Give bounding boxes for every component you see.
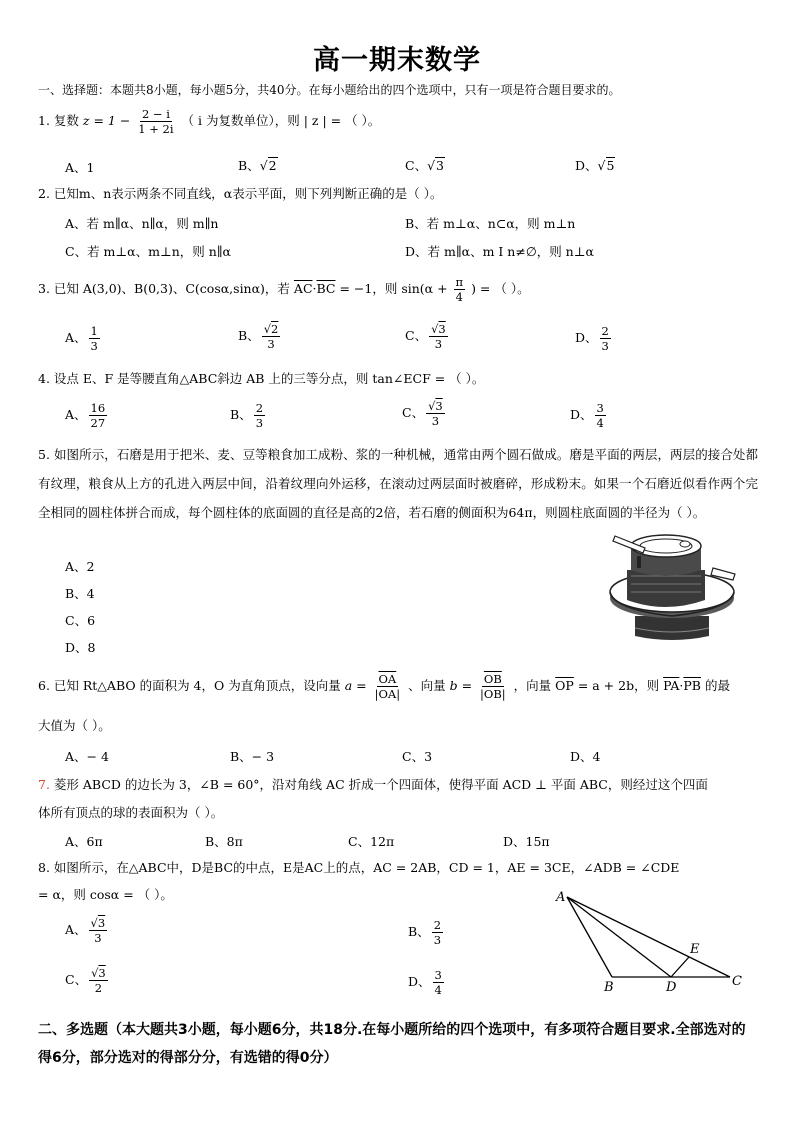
- q3-option-b: B、 $\frac{√2}{3}$: [238, 322, 279, 351]
- q7-option-b: B、8π: [205, 834, 243, 849]
- q5-stem: 5. 如图所示，石磨是用于把米、麦、豆等粮食加工成粉、浆的一种机械，通常由两个圆石做成。磨是平面的两层，两层的接合处都有纹理，粮食从上方的孔进入两层中间，沿着纹理向外运移，在滚动过两层面时被磨碎，形成粉末。如果一个石磨近似看作两个完全相同的圆柱体拼合而成，每个圆柱体的底面圆的直径是高的2倍，若石磨的侧面积为64π，则圆柱底面圆的半径为（ ）。: [38, 447, 758, 520]
- q2-stem: 2. 已知m、n表示两条不同直线，α表示平面，则下列判断正确的是（ ）。: [38, 186, 443, 201]
- q6-stem-line2: 大值为（ ）。: [38, 718, 111, 733]
- q3-option-d: D、 $\frac{2}{3}$: [575, 324, 609, 353]
- q5-option-a: A、2: [65, 559, 95, 574]
- segment-de: [671, 957, 689, 977]
- q6-stem: 6. 已知 Rt△ABO 的面积为 4，O 为直角顶点，设向量 a = $\frac{\overline{OA}}{|OA|}$ 、向量 b = $\frac{\overline{OB}}{|OB|}$ ，向量 $\overline{OP} = a + 2b$，则 $\overline{PA}\cdot\overline{PB}$ 的最: [38, 672, 730, 701]
- q7-stem-line2: 体所有顶点的球的表面积为（ ）。: [38, 805, 224, 820]
- q7-option-d: D、15π: [503, 834, 550, 849]
- segment-ac: [567, 897, 730, 977]
- q5-option-d: D、8: [65, 640, 96, 655]
- q5-option-b: B、4: [65, 586, 95, 601]
- q1-option-b: B、√2: [238, 158, 277, 173]
- q8-option-a: A、 $\frac{√3}{3}$: [65, 916, 106, 945]
- millstone-figure: [605, 528, 740, 643]
- q1-stem: 1. 复数 z = 1 − $\frac{2 - i}{1 + 2i}$ （ i 为复数单位），则 | z | = （ ）。: [38, 107, 381, 136]
- q3-stem: 3. 已知 A(3,0)、B(0,3)、C(cosα,sinα)，若 $\overline{AC}\cdot\overline{BC} = -1$，则 sin(α + $\frac{\pi}{4}$ ) = （ ）。: [38, 275, 530, 304]
- label-d: D: [666, 980, 677, 995]
- q7-option-c: C、12π: [348, 834, 395, 849]
- q8-stem: 8. 如图所示，在△ABC中，D是BC的中点，E是AC上的点，AC = 2AB，CD = 1，AE = 3CE，∠ADB = ∠CDE: [38, 860, 680, 875]
- q7-stem: 7. 菱形 ABCD 的边长为 3，∠B = 60°，沿对角线 AC 折成一个四面体，使得平面 ACD ⊥ 平面 ABC，则经过这个四面: [38, 777, 708, 792]
- label-b: B: [604, 980, 614, 995]
- q1-option-c: C、√3: [405, 158, 444, 173]
- q8-option-b: B、 $\frac{2}{3}$: [408, 918, 442, 947]
- q1-option-a: A、1: [65, 160, 95, 175]
- q4-option-b: B、 $\frac{2}{3}$: [230, 401, 264, 430]
- q2-option-c: C、若 m⊥α、m⊥n，则 n∥α: [65, 244, 231, 259]
- q4-option-a: A、 $\frac{16}{27}$: [65, 401, 106, 430]
- q7-option-a: A、6π: [65, 834, 103, 849]
- label-a: A: [556, 890, 566, 905]
- q6-option-d: D、4: [570, 749, 601, 764]
- q8-stem-line2: = α，则 cosα = （ ）。: [38, 887, 173, 902]
- q1-option-d: D、√5: [575, 158, 615, 173]
- q8-option-c: C、 $\frac{√3}{2}$: [65, 966, 106, 995]
- segment-ab: [567, 897, 612, 977]
- q3-option-a: A、 $\frac{1}{3}$: [65, 324, 98, 353]
- q2-option-d: D、若 m∥α、m I n≠∅，则 n⊥α: [405, 244, 594, 259]
- label-e: E: [690, 942, 700, 957]
- segment-ad: [567, 897, 671, 977]
- page-title: 高一期末数学: [313, 45, 481, 76]
- q2-option-a: A、若 m∥α、n∥α，则 m∥n: [65, 216, 219, 231]
- q3-option-c: C、 $\frac{√3}{3}$: [405, 322, 446, 351]
- q4-option-c: C、 $\frac{√3}{3}$: [402, 399, 443, 428]
- triangle-figure: [550, 885, 750, 995]
- q6-option-b: B、− 3: [230, 749, 275, 764]
- q5-option-c: C、6: [65, 613, 96, 628]
- label-c: C: [732, 974, 742, 989]
- q4-stem: 4. 设点 E、F 是等腰直角△ABC斜边 AB 上的三等分点，则 tan∠ECF = （ ）。: [38, 371, 485, 386]
- section1-heading: 一、选择题：本题共8小题，每小题5分，共40分。在每小题给出的四个选项中，只有一项是符合题目要求的。: [38, 83, 621, 97]
- q6-option-a: A、− 4: [65, 749, 109, 764]
- q8-option-d: D、 $\frac{3}{4}$: [408, 968, 442, 997]
- section2-heading: 二、多选题（本大题共3小题，每小题6分，共18分.在每小题所给的四个选项中，有多项符合题目要求.全部选对的得6分，部分选对的得部分分，有选错的得0分）: [38, 1022, 746, 1066]
- q1-fraction: $\frac{2 - i}{1 + 2i}$: [138, 107, 174, 136]
- q6-option-c: C、3: [402, 749, 433, 764]
- q2-option-b: B、若 m⊥α、n⊂α，则 m⊥n: [405, 216, 576, 231]
- q4-option-d: D、 $\frac{3}{4}$: [570, 401, 604, 430]
